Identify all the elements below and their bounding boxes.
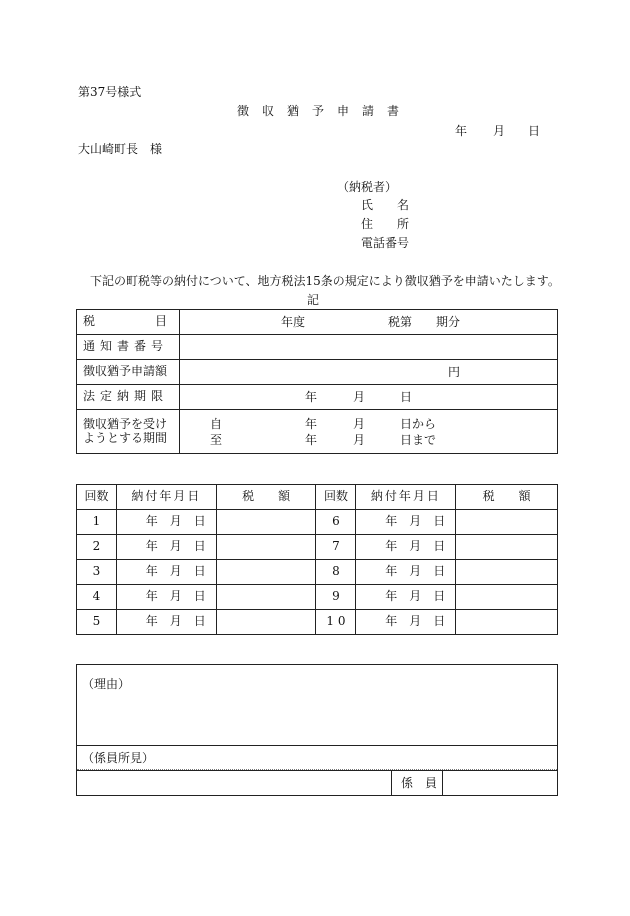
payment-date-cell[interactable]: 年 月 日 bbox=[116, 610, 216, 635]
period-to-prefix: 至 bbox=[209, 433, 222, 447]
section-divider bbox=[77, 745, 557, 746]
count-cell: 9 bbox=[316, 585, 356, 610]
schedule-row bbox=[77, 610, 558, 635]
tax-info-table bbox=[76, 309, 558, 454]
date-day: 日 bbox=[528, 124, 541, 138]
deadline-year: 年 bbox=[304, 390, 317, 404]
tax-amount-cell[interactable] bbox=[456, 560, 558, 585]
period-to-month: 月 bbox=[352, 433, 365, 447]
tax-period-label: 期分 bbox=[435, 315, 460, 329]
period-from-month: 月 bbox=[352, 417, 365, 431]
tax-amount-cell[interactable] bbox=[456, 610, 558, 635]
staff-label-cell bbox=[391, 770, 443, 795]
date-month: 月 bbox=[493, 124, 506, 138]
header-amount-left: 税 額 bbox=[216, 485, 316, 510]
tax-amount-cell[interactable] bbox=[216, 610, 316, 635]
deadline-label: 法定納期限 bbox=[77, 385, 180, 410]
tax-amount-cell[interactable] bbox=[456, 510, 558, 535]
amount-label: 徴収猶予申請額 bbox=[77, 360, 180, 385]
count-cell: 4 bbox=[77, 585, 117, 610]
tax-year-label: 年度 bbox=[280, 315, 305, 329]
schedule-row bbox=[77, 585, 558, 610]
addressee: 大山崎町長 様 bbox=[78, 142, 163, 156]
deadline-row bbox=[77, 385, 558, 410]
form-number: 第37号様式 bbox=[78, 85, 142, 99]
tax-kind-label: 税第 bbox=[387, 315, 412, 329]
payment-date-cell[interactable]: 年 月 日 bbox=[356, 585, 456, 610]
deadline-day: 日 bbox=[399, 390, 412, 404]
period-label bbox=[77, 410, 180, 454]
ki-label: 記 bbox=[307, 293, 320, 307]
payment-date-cell[interactable]: 年 月 日 bbox=[356, 535, 456, 560]
count-cell: 2 bbox=[77, 535, 117, 560]
reason-label: （理由） bbox=[82, 677, 131, 691]
period-from-year: 年 bbox=[304, 417, 317, 431]
period-label-line-1: 徴収猶予を受け bbox=[83, 416, 168, 431]
reason-box[interactable] bbox=[76, 664, 558, 796]
payment-date-cell[interactable]: 年 月 日 bbox=[356, 510, 456, 535]
period-cell[interactable] bbox=[179, 410, 557, 454]
payment-date-cell[interactable]: 年 月 日 bbox=[116, 510, 216, 535]
header-count-left: 回数 bbox=[77, 485, 117, 510]
amount-row bbox=[77, 360, 558, 385]
tax-amount-cell[interactable] bbox=[216, 535, 316, 560]
period-label-line-2: ようとする期間 bbox=[83, 430, 168, 445]
payment-schedule-table bbox=[76, 484, 558, 635]
tax-row bbox=[77, 310, 558, 335]
count-cell: 8 bbox=[316, 560, 356, 585]
schedule-row bbox=[77, 510, 558, 535]
yen-unit: 円 bbox=[447, 365, 460, 379]
header-date-left: 納付年月日 bbox=[116, 485, 216, 510]
address-label: 住 所 bbox=[361, 217, 410, 231]
tax-label: 税 目 bbox=[77, 310, 180, 335]
period-row bbox=[77, 410, 558, 454]
payment-date-cell[interactable]: 年 月 日 bbox=[116, 585, 216, 610]
schedule-header-row bbox=[77, 485, 558, 510]
staff-seal-cell[interactable] bbox=[442, 770, 557, 795]
count-cell: 1 0 bbox=[316, 610, 356, 635]
schedule-row bbox=[77, 560, 558, 585]
name-label: 氏 名 bbox=[361, 198, 410, 212]
header-amount-right: 税 額 bbox=[456, 485, 558, 510]
date-year: 年 bbox=[455, 124, 468, 138]
tax-amount-cell[interactable] bbox=[216, 510, 316, 535]
staff-label: 係 員 bbox=[401, 776, 438, 790]
notice-number-cell[interactable] bbox=[179, 335, 557, 360]
period-from-day: 日から bbox=[399, 417, 436, 431]
payment-date-cell[interactable]: 年 月 日 bbox=[356, 610, 456, 635]
application-statement: 下記の町税等の納付について、地方税法15条の規定により徴収猶予を申請いたします。 bbox=[90, 274, 560, 288]
phone-label: 電話番号 bbox=[361, 236, 410, 250]
payment-date-cell[interactable]: 年 月 日 bbox=[356, 560, 456, 585]
schedule-row bbox=[77, 535, 558, 560]
applicant-heading: （納税者） bbox=[337, 180, 398, 194]
count-cell: 1 bbox=[77, 510, 117, 535]
deadline-month: 月 bbox=[352, 390, 365, 404]
header-count-right: 回数 bbox=[316, 485, 356, 510]
official-opinion-label: （係員所見） bbox=[82, 751, 155, 765]
deadline-cell[interactable] bbox=[179, 385, 557, 410]
document-title: 徴収猶予申請書 bbox=[237, 104, 413, 118]
tax-value-cell[interactable] bbox=[179, 310, 557, 335]
notice-number-label: 通知書番号 bbox=[77, 335, 180, 360]
count-cell: 3 bbox=[77, 560, 117, 585]
amount-cell[interactable] bbox=[179, 360, 557, 385]
period-to-year: 年 bbox=[304, 433, 317, 447]
period-to-day: 日まで bbox=[399, 433, 436, 447]
payment-date-cell[interactable]: 年 月 日 bbox=[116, 535, 216, 560]
payment-date-cell[interactable]: 年 月 日 bbox=[116, 560, 216, 585]
tax-amount-cell[interactable] bbox=[456, 535, 558, 560]
tax-amount-cell[interactable] bbox=[216, 585, 316, 610]
count-cell: 5 bbox=[77, 610, 117, 635]
notice-row bbox=[77, 335, 558, 360]
count-cell: 7 bbox=[316, 535, 356, 560]
tax-amount-cell[interactable] bbox=[216, 560, 316, 585]
period-from-prefix: 自 bbox=[209, 417, 222, 431]
tax-amount-cell[interactable] bbox=[456, 585, 558, 610]
header-date-right: 納付年月日 bbox=[356, 485, 456, 510]
count-cell: 6 bbox=[316, 510, 356, 535]
